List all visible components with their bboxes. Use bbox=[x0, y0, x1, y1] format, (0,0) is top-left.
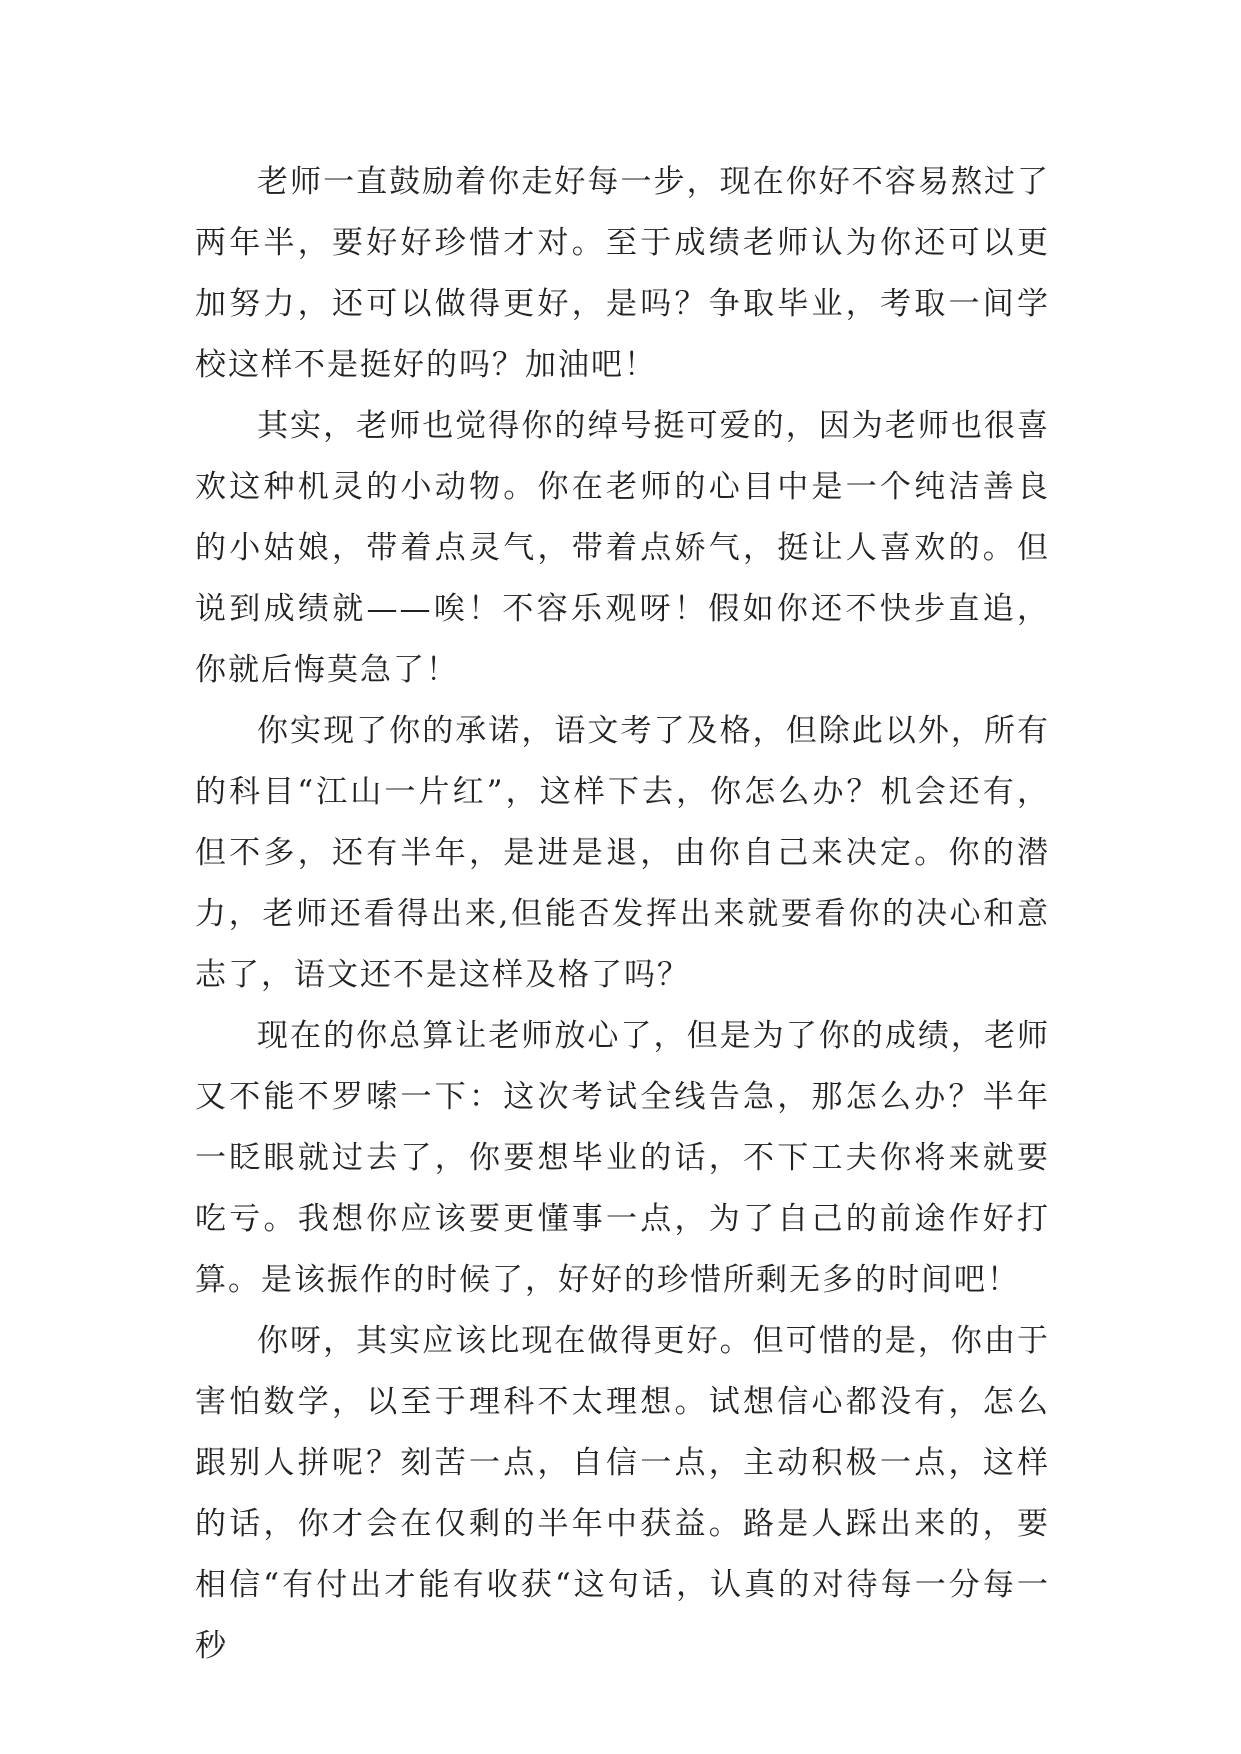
paragraph: 现在的你总算让老师放心了，但是为了你的成绩，老师又不能不罗嗦一下：这次考试全线告急，那怎么办？半年一眨眼就过去了，你要想毕业的话，不下工夫你将来就要吃亏。我想你应该要更懂事一点，为了自己的前途作好打算。是该振作的时候了，好好的珍惜所剩无多的时间吧！ bbox=[195, 1018, 1050, 1298]
paragraph: 老师一直鼓励着你走好每一步，现在你好不容易熬过了两年半，要好好珍惜才对。至于成绩老师认为你还可以更加努力，还可以做得更好，是吗？争取毕业，考取一间学校这样不是挺好的吗？加油吧！ bbox=[195, 164, 1050, 383]
paragraph: 其实，老师也觉得你的绰号挺可爱的，因为老师也很喜欢这种机灵的小动物。你在老师的心目中是一个纯洁善良的小姑娘，带着点灵气，带着点娇气，挺让人喜欢的。但说到成绩就——唉！不容乐观呀！假如你还不快步直追，你就后悔莫急了！ bbox=[195, 408, 1050, 688]
paragraph: 你呀，其实应该比现在做得更好。但可惜的是，你由于害怕数学，以至于理科不太理想。试想信心都没有，怎么跟别人拼呢？刻苦一点，自信一点，主动积极一点，这样的话，你才会在仅剩的半年中获益。路是人踩出来的，要相信“有付出才能有收获“这句话，认真的对待每一分每一秒 bbox=[195, 1323, 1050, 1664]
document-body bbox=[195, 152, 1050, 1677]
paragraph: 你实现了你的承诺，语文考了及格，但除此以外，所有的科目“江山一片红”，这样下去，你怎么办？机会还有，但不多，还有半年，是进是退，由你自己来决定。你的潜力，老师还看得出来,但能否发挥出来就要看你的决心和意志了，语文还不是这样及格了吗？ bbox=[195, 713, 1050, 993]
